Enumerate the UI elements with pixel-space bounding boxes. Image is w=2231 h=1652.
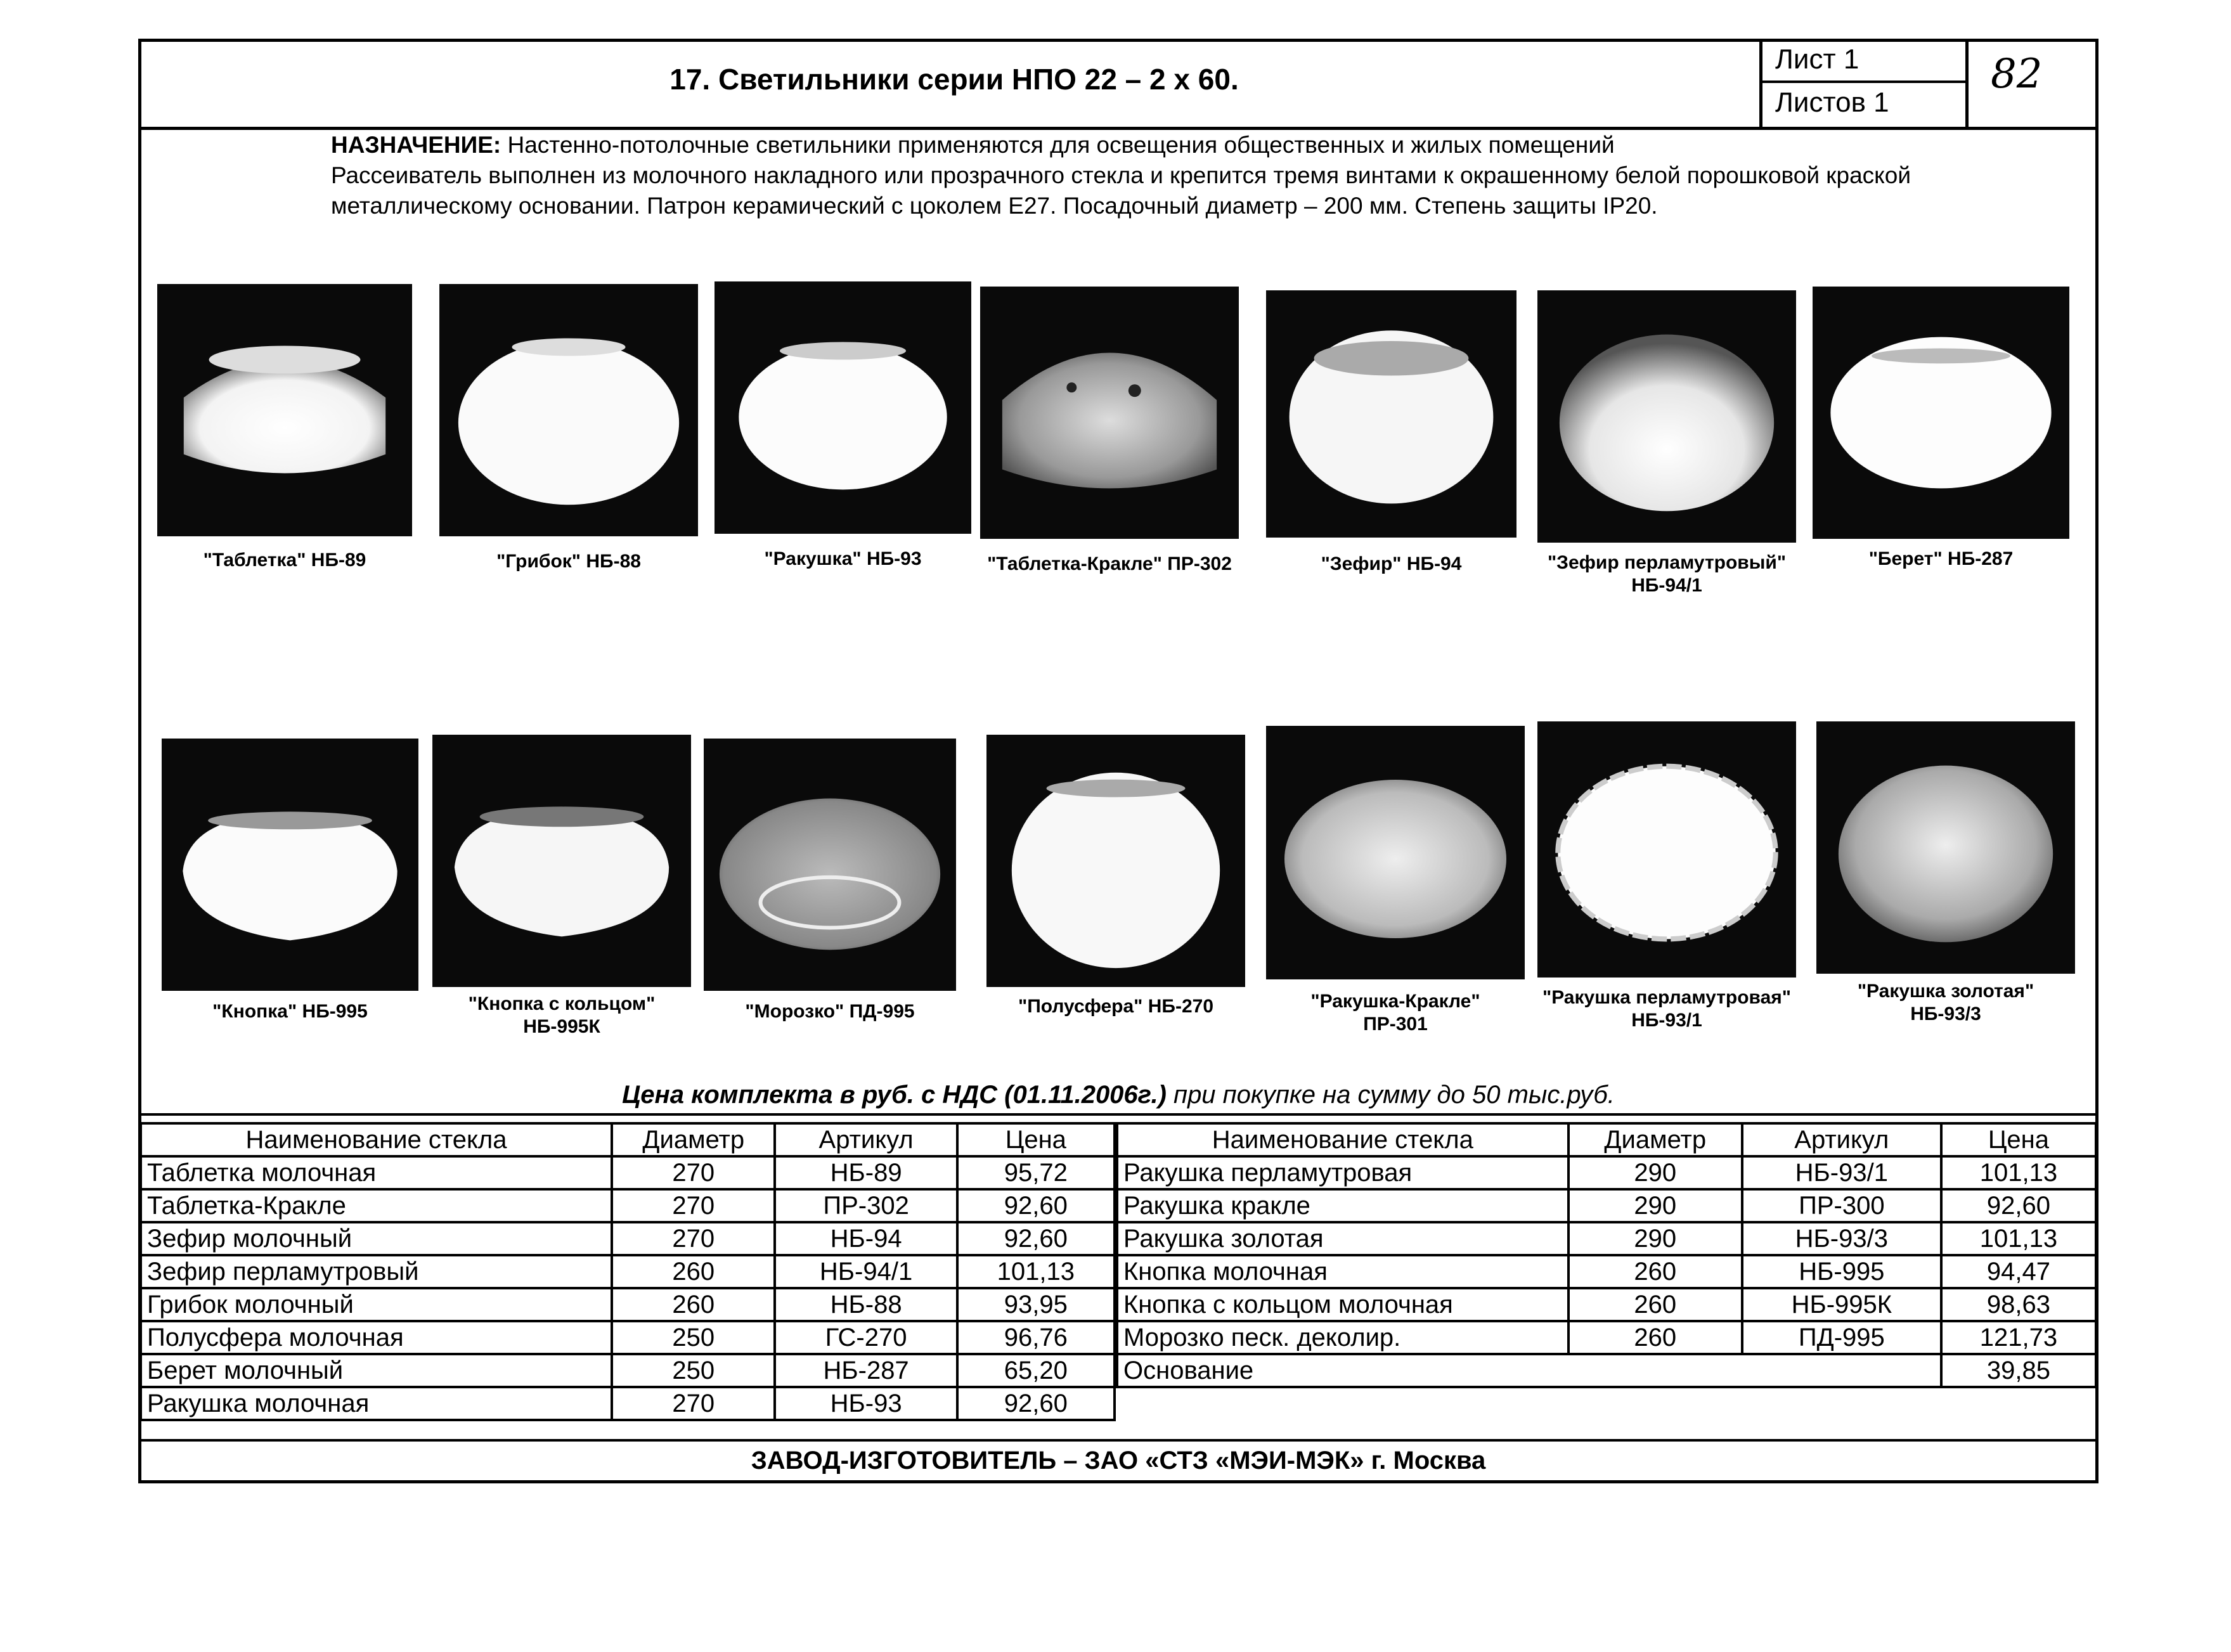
footer-rule <box>138 1439 2098 1442</box>
sheet-box-divider <box>1762 81 1965 83</box>
table-row <box>141 1156 1115 1189</box>
price-title <box>138 1081 2098 1109</box>
product-photo-rakushka-krakle <box>1266 726 1525 979</box>
cell-diameter: 290 <box>1568 1189 1742 1222</box>
col-header-name: Наименование стекла <box>1117 1123 1568 1156</box>
cell-name: Ракушка кракле <box>1117 1189 1568 1222</box>
price-title-main: Цена комплекта в руб. с НДС (01.11.2006г.) <box>622 1081 1167 1109</box>
col-header-price: Цена <box>1941 1123 2096 1156</box>
table-row <box>1117 1156 2096 1189</box>
product-photo-rakushka-zolotaya <box>1816 721 2075 974</box>
col-header-name: Наименование стекла <box>141 1123 612 1156</box>
caption-line: ПР-301 <box>1363 1014 1428 1035</box>
cell-price: 93,95 <box>957 1288 1115 1321</box>
sheets-label: Листов 1 <box>1775 87 1889 118</box>
table-row <box>141 1321 1115 1354</box>
caption-knopka-s-koltsom <box>432 993 691 1038</box>
cell-name: Ракушка молочная <box>141 1387 612 1420</box>
price-title-rest: при покупке на сумму до 50 тыс.руб. <box>1166 1081 1615 1109</box>
cell-name: Кнопка с кольцом молочная <box>1117 1288 1568 1321</box>
table-row <box>141 1288 1115 1321</box>
caption-line: НБ-995К <box>523 1016 600 1037</box>
product-photo-tabletka-krakle <box>980 287 1239 539</box>
cell-article: НБ-93/3 <box>1742 1222 1941 1255</box>
cell-diameter: 260 <box>1568 1255 1742 1288</box>
table-row <box>1117 1321 2096 1354</box>
caption-zefir-perlamutroviy <box>1537 552 1796 597</box>
table-row <box>141 1222 1115 1255</box>
cell-diameter: 270 <box>612 1189 775 1222</box>
cell-article: НБ-94 <box>775 1222 957 1255</box>
cell-article: НБ-93 <box>775 1387 957 1420</box>
table-row <box>1117 1288 2096 1321</box>
cell-price: 95,72 <box>957 1156 1115 1189</box>
description-text-1: Настенно-потолочные светильники применяются для освещения общественных и жилых помещений <box>501 132 1615 158</box>
table-row <box>141 1387 1115 1420</box>
col-header-diameter: Диаметр <box>1568 1123 1742 1156</box>
caption-tabletka-krakle <box>980 553 1239 576</box>
cell-name: Зефир молочный <box>141 1222 612 1255</box>
table-row <box>141 1189 1115 1222</box>
product-photo-gribok <box>439 284 698 536</box>
col-header-price: Цена <box>957 1123 1115 1156</box>
table-row <box>1117 1189 2096 1222</box>
sheet-label: Лист 1 <box>1775 44 1859 75</box>
price-table-right <box>1116 1122 2097 1388</box>
cell-diameter: 250 <box>612 1354 775 1387</box>
product-photo-knopka <box>162 739 418 991</box>
cell-price: 121,73 <box>1941 1321 2096 1354</box>
cell-article: НБ-93/1 <box>1742 1156 1941 1189</box>
cell-price: 96,76 <box>957 1321 1115 1354</box>
caption-rakushka-zolotaya <box>1816 980 2075 1026</box>
table-row <box>1117 1255 2096 1288</box>
description-block <box>331 130 2081 221</box>
price-title-rule <box>138 1113 2098 1116</box>
caption-line: "Полусфера" НБ-270 <box>1018 996 1214 1017</box>
caption-morozko <box>704 1000 956 1023</box>
cell-article: НБ-88 <box>775 1288 957 1321</box>
product-photo-tabletka <box>157 284 412 536</box>
cell-base-price: 39,85 <box>1941 1354 2096 1387</box>
cell-diameter: 270 <box>612 1387 775 1420</box>
table-row-base <box>1117 1354 2096 1387</box>
cell-price: 94,47 <box>1941 1255 2096 1288</box>
caption-knopka <box>162 1000 418 1023</box>
cell-diameter: 290 <box>1568 1222 1742 1255</box>
cell-article: НБ-995 <box>1742 1255 1941 1288</box>
price-table-left <box>139 1122 1116 1421</box>
cell-diameter: 260 <box>612 1255 775 1288</box>
description-line-2: Рассеиватель выполнен из молочного накладного или прозрачного стекла и крепится тремя винтами к окрашенному белой порошковой краской <box>331 162 1911 188</box>
cell-name: Кнопка молочная <box>1117 1255 1568 1288</box>
cell-price: 101,13 <box>1941 1222 2096 1255</box>
manufacturer-footer: ЗАВОД-ИЗГОТОВИТЕЛЬ – ЗАО «СТЗ «МЭИ-МЭК» г. Москва <box>751 1447 1486 1475</box>
cell-name: Морозко песк. деколир. <box>1117 1321 1568 1354</box>
document-title: 17. Светильники серии НПО 22 – 2 х 60. <box>669 63 1239 96</box>
cell-base-label: Основание <box>1117 1354 1941 1387</box>
cell-name: Таблетка-Кракле <box>141 1189 612 1222</box>
cell-article: НБ-995К <box>1742 1288 1941 1321</box>
cell-diameter: 260 <box>612 1288 775 1321</box>
table-header-row <box>1117 1123 2096 1156</box>
cell-price: 92,60 <box>957 1387 1115 1420</box>
product-photo-knopka-s-koltsom <box>432 735 691 987</box>
caption-line: "Зефир" НБ-94 <box>1321 553 1462 574</box>
caption-line: "Кнопка" НБ-995 <box>212 1001 368 1022</box>
table-row <box>1117 1222 2096 1255</box>
cell-name: Таблетка молочная <box>141 1156 612 1189</box>
caption-line: НБ-93/1 <box>1631 1010 1702 1031</box>
product-photo-morozko <box>704 739 956 991</box>
table-row <box>141 1255 1115 1288</box>
product-photo-beret <box>1813 287 2069 539</box>
caption-tabletka <box>157 549 412 572</box>
cell-name: Ракушка перламутровая <box>1117 1156 1568 1189</box>
caption-line: "Морозко" ПД-995 <box>745 1001 915 1022</box>
caption-line: НБ-93/3 <box>1910 1003 1981 1024</box>
cell-price: 98,63 <box>1941 1288 2096 1321</box>
caption-rakushka <box>715 548 971 571</box>
description-label: НАЗНАЧЕНИЕ: <box>331 132 501 158</box>
caption-line: НБ-94/1 <box>1631 575 1702 596</box>
caption-line: "Ракушка перламутровая" <box>1542 987 1792 1008</box>
cell-diameter: 290 <box>1568 1156 1742 1189</box>
caption-line: "Ракушка" НБ-93 <box>764 548 922 569</box>
cell-diameter: 270 <box>612 1222 775 1255</box>
caption-rakushka-krakle <box>1266 990 1525 1036</box>
caption-beret <box>1813 548 2069 571</box>
table-row <box>141 1354 1115 1387</box>
product-photo-rakushka-perlamutrovaya <box>1537 721 1796 978</box>
sheet-info-box <box>1759 39 1969 129</box>
caption-line: "Зефир перламутровый" <box>1547 552 1787 573</box>
caption-line: "Таблетка" НБ-89 <box>203 550 366 571</box>
caption-line: "Таблетка-Кракле" ПР-302 <box>987 553 1232 574</box>
product-photo-rakushka <box>715 281 971 534</box>
cell-name: Зефир перламутровый <box>141 1255 612 1288</box>
product-photo-zefir-perlamutroviy <box>1537 290 1796 543</box>
cell-article: ПД-995 <box>1742 1321 1941 1354</box>
description-line-1 <box>331 130 2081 160</box>
product-photo-polusfera <box>986 735 1245 987</box>
cell-article: ПР-300 <box>1742 1189 1941 1222</box>
cell-price: 101,13 <box>1941 1156 2096 1189</box>
cell-article: НБ-89 <box>775 1156 957 1189</box>
cell-name: Берет молочный <box>141 1354 612 1387</box>
description-line-3: металлическому основании. Патрон керамический с цоколем Е27. Посадочный диаметр – 200 мм. Степень защиты IP20. <box>331 193 1658 219</box>
caption-line: "Грибок" НБ-88 <box>496 551 641 572</box>
cell-article: ПР-302 <box>775 1189 957 1222</box>
col-header-article: Артикул <box>1742 1123 1941 1156</box>
cell-name: Ракушка золотая <box>1117 1222 1568 1255</box>
cell-diameter: 260 <box>1568 1321 1742 1354</box>
cell-diameter: 270 <box>612 1156 775 1189</box>
caption-line: "Берет" НБ-287 <box>1868 548 2014 569</box>
cell-article: НБ-94/1 <box>775 1255 957 1288</box>
cell-article: ГС-270 <box>775 1321 957 1354</box>
caption-line: "Ракушка золотая" <box>1857 981 2034 1002</box>
caption-rakushka-perlamutrovaya <box>1537 986 1796 1032</box>
caption-line: "Кнопка с кольцом" <box>468 993 656 1014</box>
cell-diameter: 260 <box>1568 1288 1742 1321</box>
cell-price: 101,13 <box>957 1255 1115 1288</box>
col-header-diameter: Диаметр <box>612 1123 775 1156</box>
handwritten-sheet-number: 82 <box>1991 51 2043 98</box>
caption-polusfera <box>986 995 1245 1018</box>
cell-price: 92,60 <box>957 1189 1115 1222</box>
cell-price: 65,20 <box>957 1354 1115 1387</box>
caption-gribok <box>439 550 698 573</box>
table-header-row <box>141 1123 1115 1156</box>
cell-price: 92,60 <box>1941 1189 2096 1222</box>
cell-article: НБ-287 <box>775 1354 957 1387</box>
cell-name: Грибок молочный <box>141 1288 612 1321</box>
caption-zefir <box>1266 553 1516 576</box>
cell-name: Полусфера молочная <box>141 1321 612 1354</box>
cell-diameter: 250 <box>612 1321 775 1354</box>
product-photo-zefir <box>1266 290 1516 538</box>
col-header-article: Артикул <box>775 1123 957 1156</box>
cell-price: 92,60 <box>957 1222 1115 1255</box>
caption-line: "Ракушка-Кракле" <box>1310 991 1480 1012</box>
